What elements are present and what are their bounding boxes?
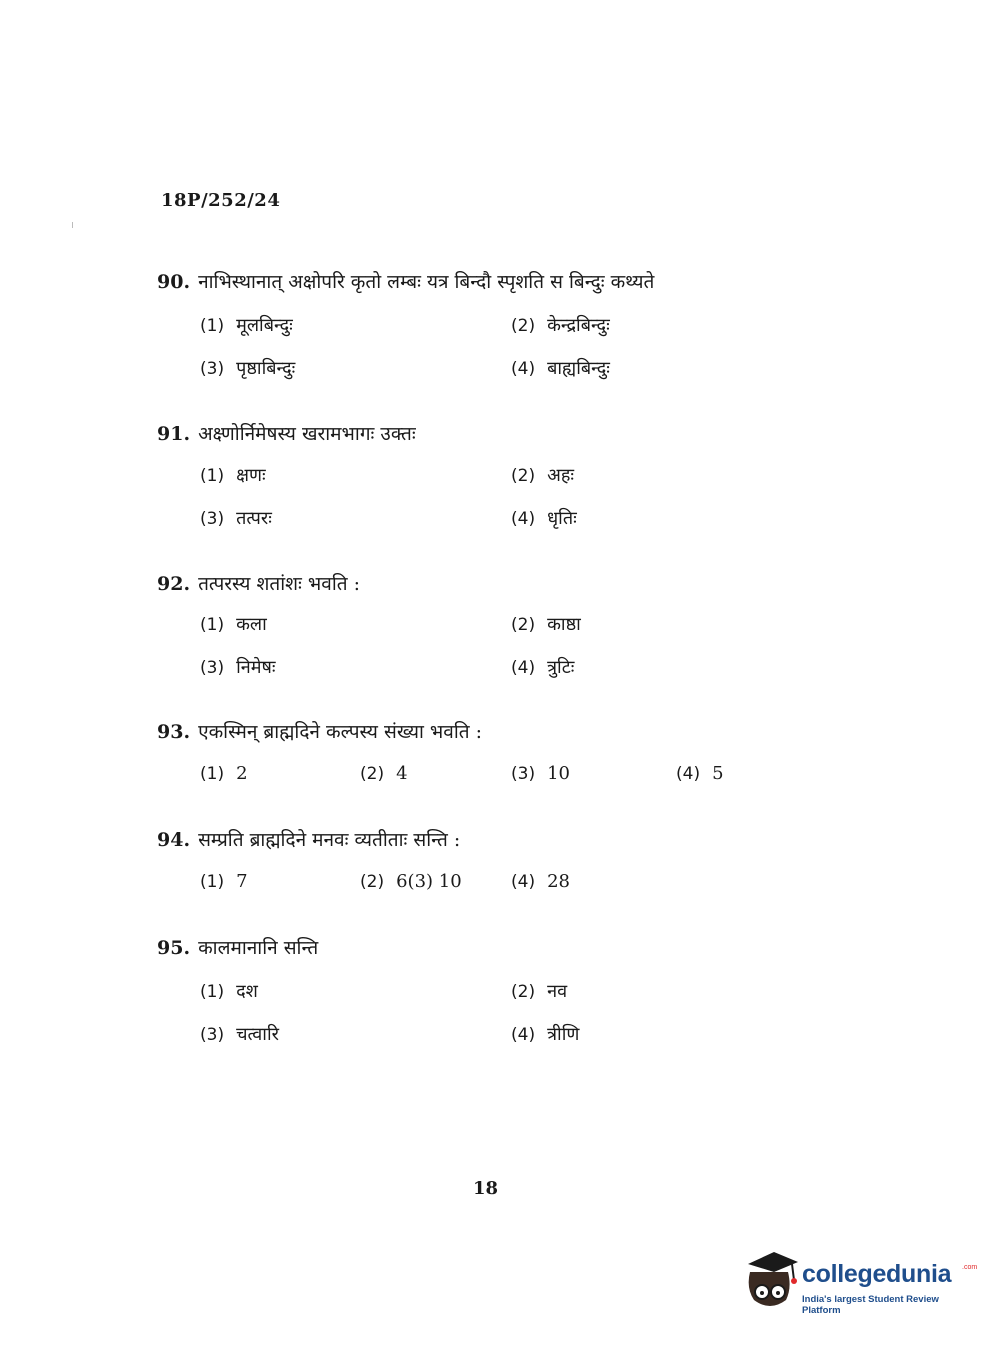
answer-option [200,979,258,1003]
question-number: 92. [157,573,191,595]
option-number: (2) [511,466,536,486]
option-number: (1) [200,872,225,892]
option-text: दश [236,981,258,1002]
answer-option [511,979,567,1003]
option-text: कला [236,614,267,635]
paper-code: 18P/252/24 [161,190,281,211]
option-text: 4 [396,763,408,784]
answer-option [511,313,610,337]
question-text: तत्परस्य शतांशः भवति : [198,573,361,595]
option-text: त्रीणि [547,1024,580,1045]
answer-option [511,1022,579,1046]
question-92 [157,570,360,596]
option-text: निमेषः [236,657,276,678]
question-94 [157,826,460,852]
option-text: 10 [547,763,570,784]
option-text: त्रुटिः [547,657,575,678]
option-number: (2) [511,316,536,336]
question-91 [157,420,416,446]
option-number: (4) [676,764,701,784]
option-text: 28 [547,871,570,892]
answer-option [200,463,266,487]
question-number: 91. [157,423,191,445]
question-number: 94. [157,829,191,851]
option-text: 5 [712,763,724,784]
option-number: (4) [511,1025,536,1045]
option-number: (1) [200,316,225,336]
question-text: अक्ष्णोर्निमेषस्य खरामभागः उक्तः [198,423,416,445]
answer-option [200,612,267,636]
mascot-icon [740,1250,800,1312]
option-number: (1) [200,615,225,635]
option-text: 7 [236,871,248,892]
question-93 [157,718,482,744]
answer-option [676,763,724,784]
option-number: (1) [200,982,225,1002]
answer-option [511,463,574,487]
option-number: (4) [511,509,536,529]
scan-mark [72,222,73,228]
answer-option [200,356,295,380]
option-number: (2) [360,872,385,892]
option-text: मूलबिन्दुः [236,315,293,336]
answer-option [200,506,272,530]
answer-option [511,655,574,679]
option-text: अहः [547,465,575,486]
option-number: (3) [200,359,225,379]
option-number: (3) [200,1025,225,1045]
page-number: 18 [473,1178,499,1199]
answer-option [200,763,248,784]
answer-option [200,871,248,892]
answer-option [200,313,293,337]
option-text: चत्वारि [236,1024,279,1045]
question-90 [157,268,654,294]
answer-option [200,1022,279,1046]
collegedunia-logo [740,1250,978,1316]
option-number: (2) [360,764,385,784]
answer-option [200,655,276,679]
option-number: (2) [511,615,536,635]
question-number: 95. [157,937,191,959]
option-number: (4) [511,872,536,892]
answer-option [511,612,581,636]
option-text: काष्ठा [547,614,581,635]
option-text: बाह्यबिन्दुः [547,358,610,379]
option-number: (3) [511,764,536,784]
question-number: 93. [157,721,191,743]
question-number: 90. [157,271,191,293]
answer-option [360,763,408,784]
option-text: धृतिः [547,508,577,529]
option-text: नव [547,981,568,1002]
option-text: तत्परः [236,508,272,529]
option-text: केन्द्रबिन्दुः [547,315,610,336]
option-text: क्षणः [236,465,266,486]
option-text: 2 [236,763,248,784]
option-number: (4) [511,359,536,379]
question-text: कालमानानि सन्ति [198,937,319,959]
question-text: नाभिस्थानात् अक्षोपरि कृतो लम्बः यत्र बिन्दौ स्पृशति स बिन्दुः कथ्यते [198,271,655,293]
question-text: सम्प्रति ब्राह्मदिने मनवः व्यतीताः सन्ति : [198,829,461,851]
answer-option [511,871,570,892]
logo-tagline: India's largest Student Review Platform [802,1294,939,1316]
question-95 [157,934,318,960]
answer-option [511,506,577,530]
option-text: पृष्ठाबिन्दुः [236,358,296,379]
logo-suffix: .com [962,1264,978,1271]
answer-option [360,871,462,892]
option-number: (2) [511,982,536,1002]
option-number: (3) [200,509,225,529]
option-number: (3) [200,658,225,678]
option-number: (1) [200,764,225,784]
answer-option [511,356,610,380]
question-text: एकस्मिन् ब्राह्मदिने कल्पस्य संख्या भवति : [198,721,483,743]
option-number: (1) [200,466,225,486]
answer-option [511,763,570,784]
option-text: 6(3) 10 [396,871,462,892]
logo-wordmark: collegedunia [802,1260,952,1288]
option-number: (4) [511,658,536,678]
